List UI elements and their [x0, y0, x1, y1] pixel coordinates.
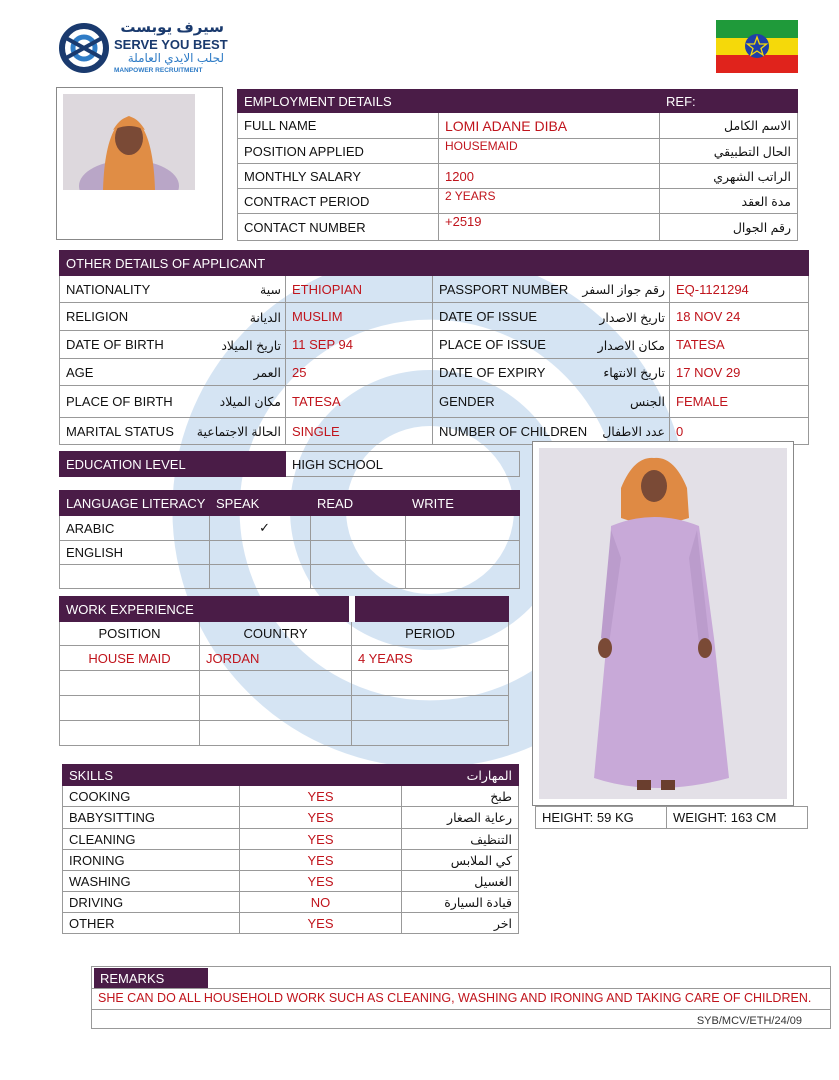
employment-value: +2519: [439, 214, 660, 241]
work-cell: [352, 696, 509, 721]
work-header: PERIOD: [352, 622, 509, 646]
other-value: 25: [286, 359, 433, 386]
skill-value: YES: [240, 850, 402, 871]
measurements-table: [535, 806, 808, 829]
other-value: MUSLIM: [286, 303, 433, 331]
logo-knot-icon: [58, 20, 110, 76]
other-value: 18 NOV 24: [670, 303, 809, 331]
other-value: 0: [670, 418, 809, 445]
employment-label-ar: الاسم الكامل: [660, 113, 798, 139]
skills-title-ar: المهارات: [402, 765, 519, 786]
language-header: SPEAK: [210, 491, 311, 516]
work-cell: [352, 671, 509, 696]
employment-label: POSITION APPLIED: [238, 139, 439, 164]
employment-label-ar: الحال التطبيقي: [660, 139, 798, 164]
language-cell: [406, 516, 520, 541]
language-header: LANGUAGE LITERACY: [60, 491, 210, 516]
applicant-photo-small: [56, 87, 223, 240]
skill-label: BABYSITTING: [63, 807, 240, 829]
remarks-text: SHE CAN DO ALL HOUSEHOLD WORK SUCH AS CLEANING, WASHING AND IRONING AND TAKING CARE OF CHILDREN.: [98, 991, 812, 1005]
height-value: HEIGHT: 59 KG: [536, 807, 667, 829]
other-label: MARITAL STATUS الحالة الاجتماعية: [60, 418, 286, 445]
employment-label-ar: الراتب الشهري: [660, 164, 798, 189]
skill-label: OTHER: [63, 913, 240, 934]
other-label: NATIONALITY سية: [60, 276, 286, 303]
skill-value: YES: [240, 913, 402, 934]
other-label: PLACE OF BIRTH مكان الميلاد: [60, 386, 286, 418]
work-cell: [200, 696, 352, 721]
other-value: SINGLE: [286, 418, 433, 445]
remarks-box: [91, 966, 831, 1029]
skill-label-ar: التنظيف: [402, 829, 519, 850]
language-cell: [311, 516, 406, 541]
other-details-table: [59, 250, 809, 445]
employment-value: HOUSEMAID: [439, 139, 660, 164]
logo-arabic-sub: لجلب الايدي العاملة: [127, 51, 224, 65]
applicant-photo-full: [532, 441, 794, 806]
language-cell: [210, 565, 311, 589]
other-value: 11 SEP 94: [286, 331, 433, 359]
work-cell: 4 YEARS: [352, 646, 509, 671]
skills-table: [62, 764, 519, 934]
other-label: PASSPORT NUMBER رقم جواز السفر: [433, 276, 670, 303]
other-details-title: OTHER DETAILS OF APPLICANT: [60, 251, 433, 276]
photo-portrait-icon: [63, 94, 195, 190]
other-label: PLACE OF ISSUE مكان الاصدار: [433, 331, 670, 359]
education-value: HIGH SCHOOL: [286, 452, 520, 477]
skill-label: WASHING: [63, 871, 240, 892]
other-label: AGE العمر: [60, 359, 286, 386]
remarks-title: REMARKS: [94, 968, 208, 988]
work-cell: HOUSE MAID: [60, 646, 200, 671]
photo-fullbody-icon: [539, 448, 787, 799]
employment-label: FULL NAME: [238, 113, 439, 139]
language-cell: [406, 541, 520, 565]
skill-label-ar: الغسيل: [402, 871, 519, 892]
other-label: GENDER الجنس: [433, 386, 670, 418]
logo-name: SERVE YOU BEST: [114, 37, 228, 52]
language-header: WRITE: [406, 491, 520, 516]
employment-value: 1200: [439, 164, 660, 189]
language-cell: [210, 541, 311, 565]
checkmark-icon: ✓: [210, 516, 311, 541]
other-value: 17 NOV 29: [670, 359, 809, 386]
employment-value: 2 YEARS: [439, 189, 660, 214]
language-cell: [311, 565, 406, 589]
skill-label-ar: قيادة السيارة: [402, 892, 519, 913]
reference-code: SYB/MCV/ETH/24/09: [696, 1015, 802, 1027]
other-value: TATESA: [286, 386, 433, 418]
other-value: FEMALE: [670, 386, 809, 418]
other-value: EQ-1121294: [670, 276, 809, 303]
employment-label: CONTRACT PERIOD: [238, 189, 439, 214]
language-header: READ: [311, 491, 406, 516]
ethiopia-flag: [716, 20, 798, 73]
work-cell: JORDAN: [200, 646, 352, 671]
skill-label-ar: رعاية الصغار: [402, 807, 519, 829]
employment-label: MONTHLY SALARY: [238, 164, 439, 189]
language-table: [59, 490, 520, 589]
employment-details-table: [237, 89, 798, 241]
employment-label: CONTACT NUMBER: [238, 214, 439, 241]
language-cell: [60, 565, 210, 589]
skill-label: COOKING: [63, 786, 240, 807]
other-value: ETHIOPIAN: [286, 276, 433, 303]
skill-label-ar: طبخ: [402, 786, 519, 807]
logo-sub: MANPOWER RECRUITMENT: [114, 67, 203, 74]
work-cell: [60, 671, 200, 696]
language-cell: [311, 541, 406, 565]
language-cell: ARABIC: [60, 516, 210, 541]
work-header: COUNTRY: [200, 622, 352, 646]
skill-label: DRIVING: [63, 892, 240, 913]
skill-value: YES: [240, 871, 402, 892]
education-table: [59, 451, 520, 477]
flag-star-icon: [744, 33, 770, 59]
skill-value: NO: [240, 892, 402, 913]
skills-title: SKILLS: [63, 765, 402, 786]
work-header: POSITION: [60, 622, 200, 646]
employment-label-ar: رقم الجوال: [660, 214, 798, 241]
work-cell: [60, 696, 200, 721]
other-value: TATESA: [670, 331, 809, 359]
other-label: NUMBER OF CHILDREN عدد الاطفال: [433, 418, 670, 445]
employment-label-ar: مدة العقد: [660, 189, 798, 214]
employment-title: EMPLOYMENT DETAILS: [238, 90, 660, 113]
other-label: DATE OF BIRTH تاريخ الميلاد: [60, 331, 286, 359]
skill-label: IRONING: [63, 850, 240, 871]
weight-value: WEIGHT: 163 CM: [667, 807, 808, 829]
skill-value: YES: [240, 829, 402, 850]
language-cell: ENGLISH: [60, 541, 210, 565]
other-label: DATE OF EXPIRY تاريخ الانتهاء: [433, 359, 670, 386]
skill-label-ar: كي الملابس: [402, 850, 519, 871]
work-cell: [200, 671, 352, 696]
work-title: WORK EXPERIENCE: [60, 597, 352, 622]
skill-value: YES: [240, 807, 402, 829]
work-cell: [200, 721, 352, 746]
other-label: DATE OF ISSUE تاريخ الاصدار: [433, 303, 670, 331]
education-label: EDUCATION LEVEL: [60, 452, 286, 477]
company-logo: [58, 18, 228, 80]
employment-value: LOMI ADANE DIBA: [439, 113, 660, 139]
language-cell: [406, 565, 520, 589]
skill-label-ar: اخر: [402, 913, 519, 934]
logo-arabic-title: سيرف يوبست: [120, 19, 224, 36]
work-cell: [352, 721, 509, 746]
ref-label: REF:: [660, 90, 798, 113]
work-experience-table: [59, 596, 509, 746]
other-label: RELIGION الديانة: [60, 303, 286, 331]
skill-value: YES: [240, 786, 402, 807]
work-cell: [60, 721, 200, 746]
skill-label: CLEANING: [63, 829, 240, 850]
